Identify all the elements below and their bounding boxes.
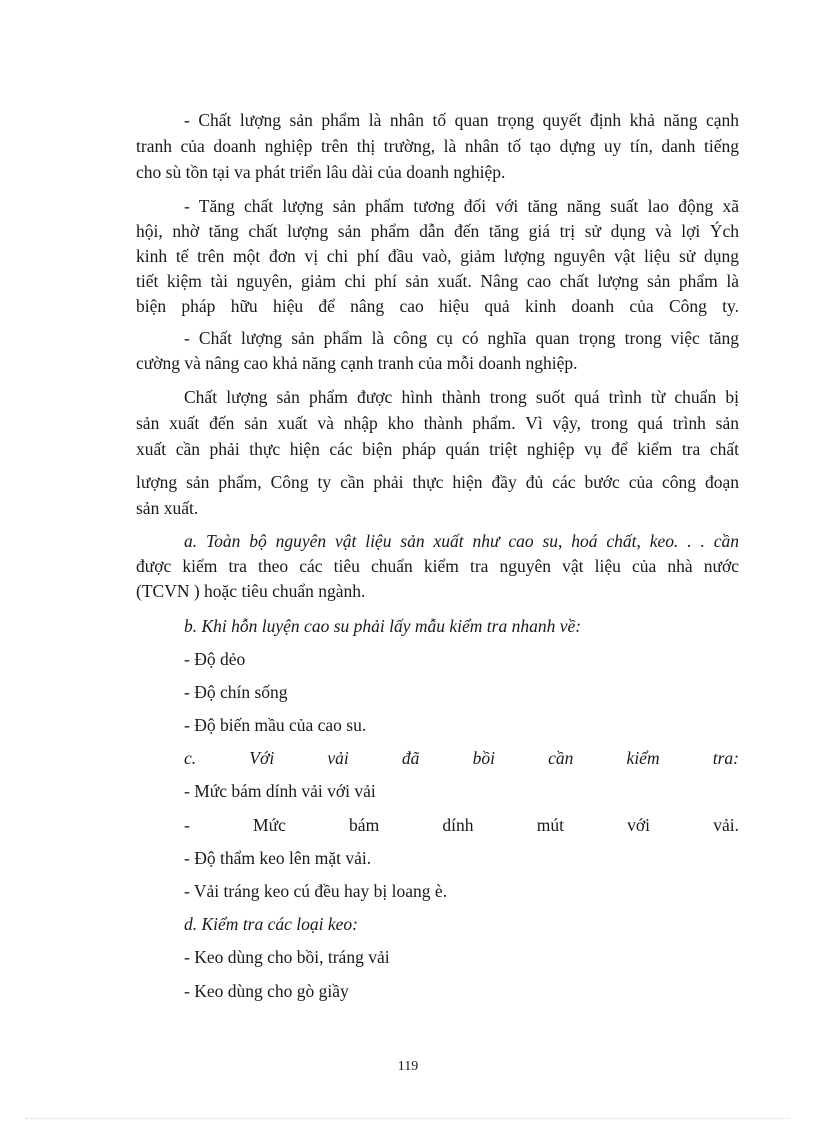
list-item: - Độ thẩm keo lên mặt vải. (184, 848, 372, 868)
text-line: (TCVN ) hoặc tiêu chuẩn ngành. (136, 581, 366, 601)
text-line: sản xuất. (136, 498, 199, 518)
text-line: sản xuất đến sản xuất và nhập kho thành phẩm. Vì vậy, trong quá trình sản (136, 413, 739, 433)
list-item: - Độ biến mầu của cao su. (184, 715, 367, 735)
list-heading-c: c. Với vải đã bồi cần kiểm tra: (184, 748, 739, 768)
text-line: biện pháp hữu hiệu để nâng cao hiệu quả kinh doanh của Công ty. (136, 296, 739, 316)
list-heading-d: d. Kiểm tra các loại keo: (184, 914, 358, 934)
text-line: kinh tế trên một đơn vị chi phí đầu vaò, giảm lượng nguyên vật liệu sử dụng (136, 246, 739, 266)
text-line: hội, nhờ tăng chất lượng sản phẩm dẫn đến tăng giá trị sử dụng và lợi Ých (136, 221, 739, 241)
text-line: - Tăng chất lượng sản phẩm tương đối với tăng năng suất lao động xã (184, 196, 739, 216)
text-line: tranh của doanh nghiệp trên thị trường, là nhân tố tạo dựng uy tín, danh tiếng (136, 136, 739, 156)
list-item: - Keo dùng cho bồi, tráng vải (184, 947, 390, 967)
footer-divider (26, 1118, 790, 1119)
text-line: được kiểm tra theo các tiêu chuẩn kiểm tra nguyên vật liệu của nhà nước (136, 556, 739, 576)
list-item: - Độ chín sống (184, 682, 288, 702)
text-line: cho sù tồn tại va phát triển lâu dài của doanh nghiệp. (136, 162, 506, 182)
text-line: cường và nâng cao khả năng cạnh tranh của mỗi doanh nghiệp. (136, 353, 578, 373)
list-item: - Vải tráng keo cú đều hay bị loang è. (184, 881, 448, 901)
text-line: - Chất lượng sản phẩm là công cụ có nghĩa quan trọng trong việc tăng (184, 328, 739, 348)
text-line: tiết kiệm tài nguyên, giảm chi phí sản xuất. Nâng cao chất lượng sản phẩm là (136, 271, 739, 291)
text-line: - Chất lượng sản phẩm là nhân tố quan trọng quyết định khả năng cạnh (184, 110, 739, 130)
list-heading-b: b. Khi hỗn luyện cao su phải lấy mẫu kiểm tra nhanh về: (184, 616, 582, 636)
page-number: 119 (397, 1059, 419, 1074)
text-line: lượng sản phẩm, Công ty cần phải thực hiện đầy đủ các bước của công đoạn (136, 472, 739, 492)
item-a-lead: a. Toàn bộ nguyên vật liệu sản xuất như cao su, hoá chất, keo. . . cần (184, 531, 739, 551)
text-line: Chất lượng sản phẩm được hình thành trong suốt quá trình từ chuẩn bị (184, 387, 739, 407)
text-line (184, 529, 739, 553)
text-line: xuất cần phải thực hiện các biện pháp quán triệt nghiệp vụ để kiểm tra chất (136, 439, 739, 459)
list-item: - Mức bám dính mút với vải. (184, 815, 739, 835)
list-item: - Độ dẻo (184, 649, 246, 669)
list-item: - Keo dùng cho gò giầy (184, 981, 349, 1001)
list-item: - Mức bám dính vải với vải (184, 781, 376, 801)
